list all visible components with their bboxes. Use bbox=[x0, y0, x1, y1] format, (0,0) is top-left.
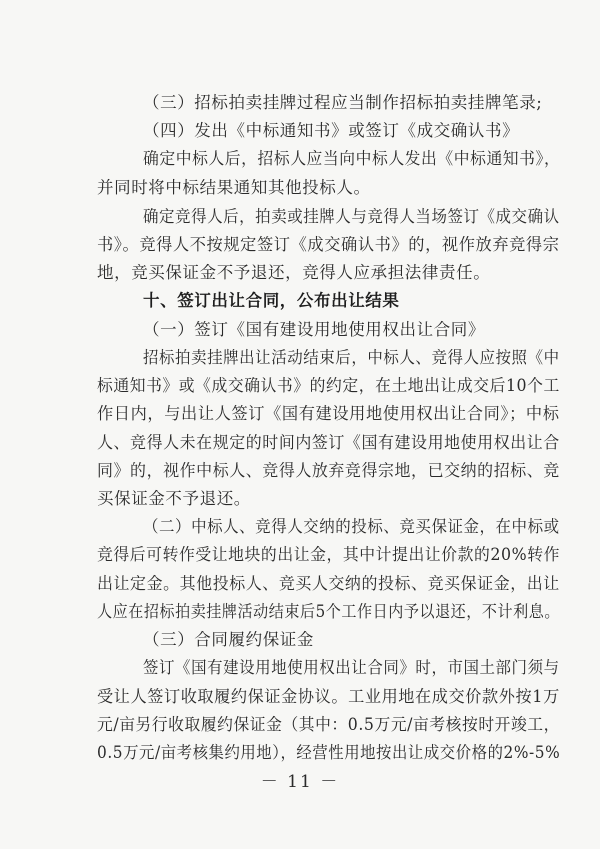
section-heading: 十、签订出让合同，公布出让结果 bbox=[143, 291, 400, 311]
text-line: 元/亩另行收取履约保证金（其中：0.5万元/亩考核按时开竣工， bbox=[97, 714, 560, 734]
text-line: 出让定金。其他投标人、竞买人交纳的投标、竞买保证金，出让 bbox=[97, 573, 560, 593]
text-line: 签订《国有建设用地使用权出让合同》时，市国土部门须与 bbox=[143, 658, 560, 678]
text-line: （二）中标人、竞得人交纳的投标、竞买保证金，在中标或 bbox=[143, 517, 560, 537]
page-number: － 11 － bbox=[260, 772, 340, 792]
text-line: 人应在招标拍卖挂牌活动结束后5个工作日内予以退还，不计利息。 bbox=[97, 601, 560, 621]
text-line: 招标拍卖挂牌出让活动结束后，中标人、竞得人应按照《中 bbox=[143, 347, 560, 367]
text-line: （三）合同履约保证金 bbox=[143, 630, 314, 650]
text-line: 竞得后可转作受让地块的出让金，其中计提出让价款的20%转作 bbox=[97, 545, 561, 565]
text-line: 同》的，视作中标人、竞得人放弃竞得宗地，已交纳的招标、竞 bbox=[97, 460, 560, 480]
text-line: （三）招标拍卖挂牌过程应当制作招标拍卖挂牌笔录; bbox=[143, 93, 543, 112]
text-line: 确定中标人后，招标人应当向中标人发出《中标通知书》， bbox=[143, 149, 561, 169]
text-line: （四）发出《中标通知书》或签订《成交确认书》 bbox=[143, 121, 520, 141]
text-line: 确定竞得人后，拍卖或挂牌人与竞得人当场签订《成交确认 bbox=[143, 206, 560, 226]
text-line: 并同时将中标结果通知其他投标人。 bbox=[97, 177, 371, 197]
text-line: 0.5万元/亩考核集约用地），经营性用地按出让成交价格的2%-5% bbox=[97, 743, 561, 762]
text-line: （一）签订《国有建设用地使用权出让合同》 bbox=[143, 319, 485, 339]
text-line: 标通知书》或《成交确认书》的约定，在土地出让成交后10个工 bbox=[97, 376, 560, 396]
text-line: 买保证金不予退还。 bbox=[97, 489, 251, 508]
text-line: 人、竞得人未在规定的时间内签订《国有建设用地使用权出让合 bbox=[97, 432, 560, 452]
text-line: 作日内，与出让人签订《国有建设用地使用权出让合同》；中标 bbox=[97, 404, 560, 424]
text-line: 受让人签订收取履约保证金协议。工业用地在成交价款外按1万 bbox=[97, 686, 560, 706]
text-line: 地，竞买保证金不予退还，竞得人应承担法律责任。 bbox=[97, 263, 491, 283]
text-line: 书》。竞得人不按规定签订《成交确认书》的，视作放弃竞得宗 bbox=[97, 235, 560, 254]
